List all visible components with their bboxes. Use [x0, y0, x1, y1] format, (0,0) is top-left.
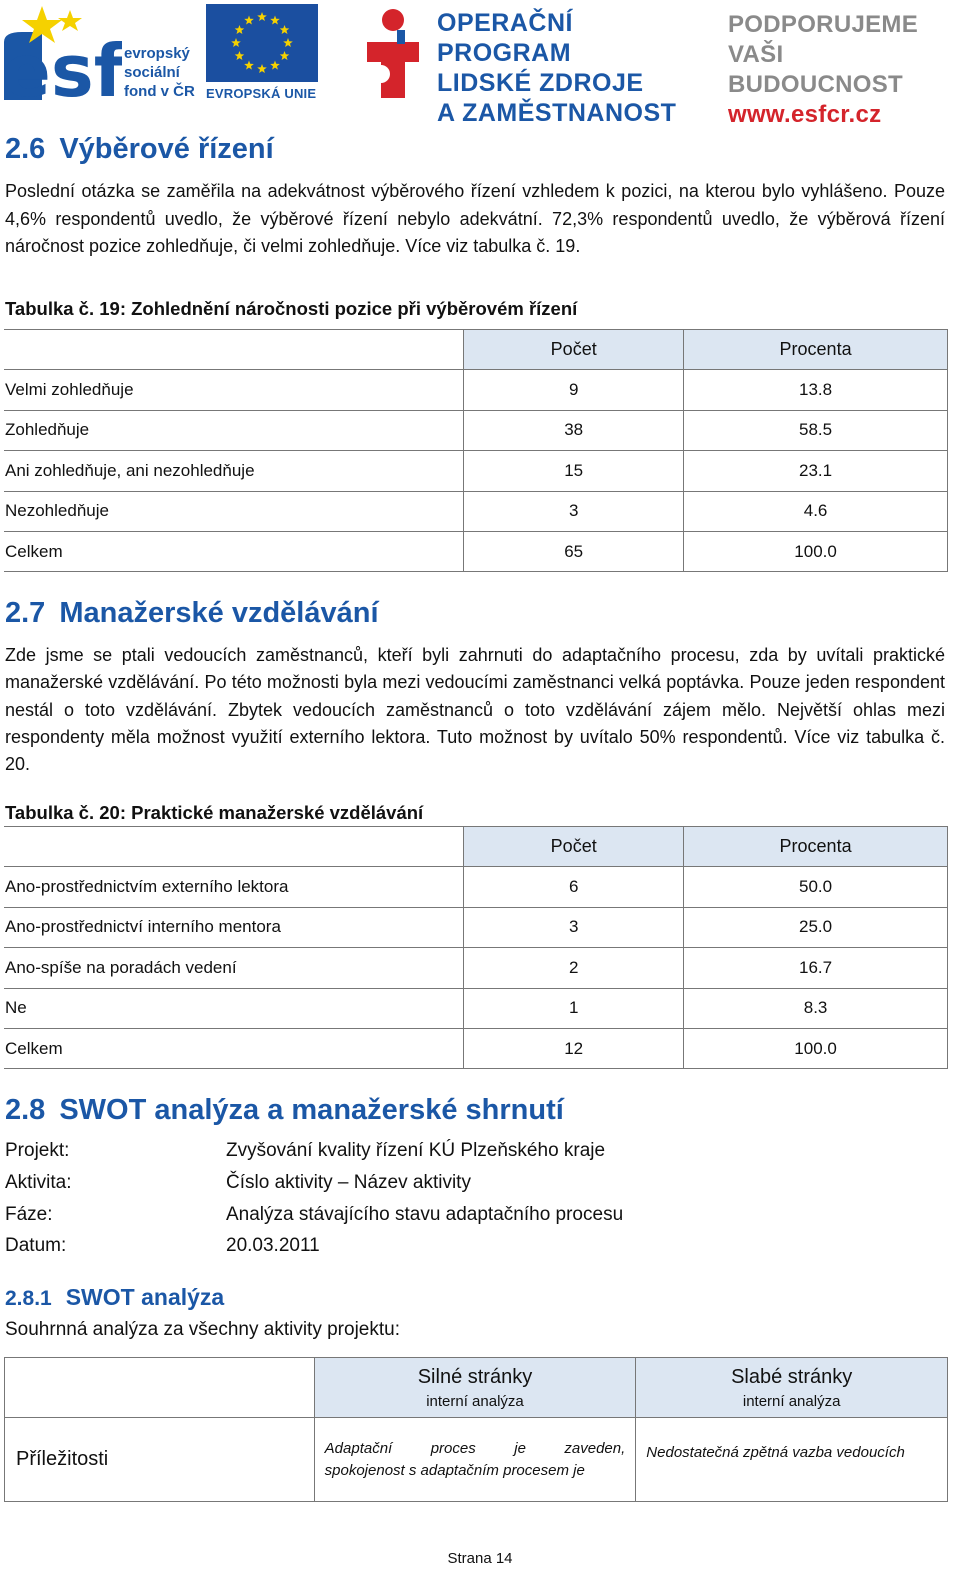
swot-strengths-header: Silné stránky interní analýza: [314, 1358, 636, 1418]
row-count: 15: [464, 451, 684, 491]
swot-cell-wo: Nedostatečná zpětná vazba vedoucích: [636, 1418, 948, 1502]
pod-line-2: VAŠI BUDOUCNOST: [728, 41, 903, 98]
heading-number: 2.8: [5, 1094, 46, 1126]
row-percent: 13.8: [684, 370, 948, 410]
header-procenta: Procenta: [684, 330, 948, 370]
podporujeme-logo: [728, 10, 960, 128]
table-row: [4, 907, 948, 947]
header-pocet: Počet: [464, 827, 684, 867]
table-20: [4, 826, 948, 1069]
row-label: Celkem: [4, 1028, 464, 1068]
row-label: Zohledňuje: [4, 410, 464, 450]
eu-logo: [206, 4, 326, 100]
svg-text:esf: esf: [2, 29, 122, 100]
row-count: 6: [464, 867, 684, 907]
table-row: [4, 867, 948, 907]
table-row-total: [4, 531, 948, 571]
swot-opportunities-label: Příležitosti: [5, 1418, 315, 1502]
row-percent: 58.5: [684, 410, 948, 450]
heading-number: 2.8.1: [5, 1287, 52, 1310]
table-row: [4, 988, 948, 1028]
table-19-caption: Tabulka č. 19: Zohlednění náročnosti pozice při výběrovém řízení: [5, 298, 578, 319]
paragraph-2-7: Zde jsme se ptali vedoucích zaměstnanců, kteří byli zahrnuti do adaptačního procesu, zda by uvítali praktické manažerské vzdělávání. Po této možnosti byla mezi vedoucími zaměstnanci velká poptávka. Pouze jeden respondent nestál o toto vzdělávání. Zbytek vedoucích zaměstnanců o toto vzdělávání zájem mělo. Největší ohlas mezi respondenty měla možnost využití externího lektora. Tuto možnost by uvítalo 50% respondentů. Více viz tabulka č. 20.: [5, 645, 945, 775]
row-percent: 100.0: [684, 531, 948, 571]
page-footer: Strana 14: [447, 1550, 513, 1567]
swot-corner: [5, 1358, 315, 1418]
op-lzz-logo: [357, 2, 697, 127]
swot-intro: Souhrnná analýza za všechny aktivity projektu:: [5, 1319, 400, 1340]
heading-2-6: [5, 133, 274, 166]
swot-opportunities-row: [5, 1418, 948, 1502]
swot-table: [4, 1357, 948, 1502]
row-percent: 100.0: [684, 1028, 948, 1068]
row-percent: 25.0: [684, 907, 948, 947]
header-blank: [4, 827, 464, 867]
table-20-caption: Tabulka č. 20: Praktické manažerské vzdělávání: [5, 802, 424, 823]
row-label: Velmi zohledňuje: [4, 370, 464, 410]
table-19: [4, 329, 948, 572]
row-percent: 50.0: [684, 867, 948, 907]
swot-cell-so: Adaptační proces je zaveden, spokojenost s adaptačním procesem je: [314, 1418, 636, 1502]
row-count: 3: [464, 907, 684, 947]
op-lzz-wordmark: OPERAČNÍ PROGRAM LIDSKÉ ZDROJE A ZAMĚSTNANOST: [437, 9, 677, 127]
heading-2-8-1: [5, 1284, 224, 1311]
row-label: Ano-spíše na poradách vedení: [4, 948, 464, 988]
row-percent: 23.1: [684, 451, 948, 491]
info-value: Analýza stávajícího stavu adaptačního procesu: [226, 1204, 624, 1225]
heading-number: 2.7: [5, 597, 46, 629]
row-percent: 16.7: [684, 948, 948, 988]
swot-header-row: [5, 1358, 948, 1418]
heading-title: SWOT analýza: [65, 1284, 225, 1310]
row-percent: 8.3: [684, 988, 948, 1028]
heading-number: 2.6: [5, 133, 46, 165]
pod-url: www.esfcr.cz: [728, 101, 882, 128]
row-count: 9: [464, 370, 684, 410]
row-label: Nezohledňuje: [4, 491, 464, 531]
info-value: 20.03.2011: [226, 1235, 320, 1256]
row-count: 65: [464, 531, 684, 571]
info-key: Datum:: [5, 1235, 67, 1256]
eu-flag-icon: [206, 4, 318, 82]
header-procenta: Procenta: [684, 827, 948, 867]
esf-logo: [2, 2, 198, 100]
table-row: [4, 410, 948, 450]
pod-line-1: PODPORUJEME: [728, 11, 919, 38]
table-row: [4, 491, 948, 531]
info-value: Zvyšování kvality řízení KÚ Plzeňského kraje: [226, 1140, 606, 1161]
row-label: Ano-prostřednictví interního mentora: [4, 907, 464, 947]
row-count: 2: [464, 948, 684, 988]
heading-2-7: [5, 597, 379, 630]
row-label: Ani zohledňuje, ani nezohledňuje: [4, 451, 464, 491]
heading-title: SWOT analýza a manažerské shrnutí: [59, 1094, 564, 1126]
table-row-total: [4, 1028, 948, 1068]
row-percent: 4.6: [684, 491, 948, 531]
table-row: [4, 370, 948, 410]
row-label: Celkem: [4, 531, 464, 571]
table-header-row: [4, 330, 948, 370]
paragraph-2-6: Poslední otázka se zaměřila na adekvátnost výběrového řízení vzhledem k pozici, na kterou bylo vyhlášeno. Pouze 4,6% respondentů uvedlo, že výběrové řízení nebylo adekvátní. 72,3% respondentů uvedlo, že výběrová řízení náročnost pozice zohledňuje, či velmi zohledňuje. Více viz tabulka č. 19.: [5, 181, 945, 256]
esf-mark-icon: [2, 2, 122, 100]
puzzle-figure-icon: [357, 2, 429, 100]
row-label: Ano-prostřednictvím externího lektora: [4, 867, 464, 907]
info-key: Aktivita:: [5, 1172, 72, 1193]
row-count: 12: [464, 1028, 684, 1068]
heading-title: Manažerské vzdělávání: [59, 597, 379, 629]
row-label: Ne: [4, 988, 464, 1028]
heading-title: Výběrové řízení: [59, 133, 274, 165]
heading-2-8: [5, 1094, 564, 1127]
table-row: [4, 451, 948, 491]
info-value: Číslo aktivity – Název aktivity: [226, 1172, 471, 1193]
info-key: Projekt:: [5, 1140, 70, 1161]
row-count: 38: [464, 410, 684, 450]
info-key: Fáze:: [5, 1204, 53, 1225]
row-count: 3: [464, 491, 684, 531]
header-logos: [0, 0, 960, 128]
swot-weaknesses-header: Slabé stránky interní analýza: [636, 1358, 948, 1418]
header-pocet: Počet: [464, 330, 684, 370]
eu-wordmark: EVROPSKÁ UNIE: [206, 86, 317, 101]
esf-wordmark: evropský sociální fond v ČR: [124, 45, 195, 100]
table-row: [4, 948, 948, 988]
table-header-row: [4, 827, 948, 867]
row-count: 1: [464, 988, 684, 1028]
header-blank: [4, 330, 464, 370]
